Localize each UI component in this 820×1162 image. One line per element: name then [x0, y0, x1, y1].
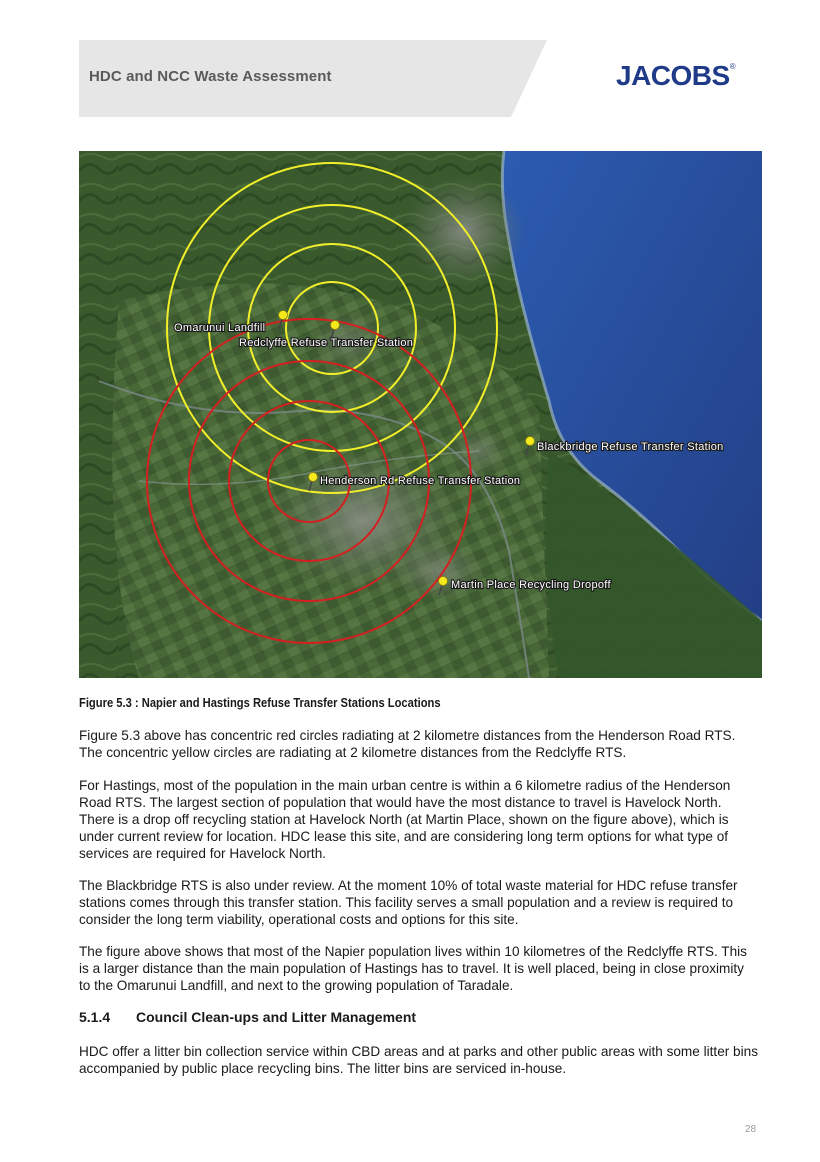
paragraph-1: Figure 5.3 above has concentric red circles radiating at 2 kilometre distances from the Henderson Road RTS. The concentric yellow circles are radiating at 2 kilometre distances from the Redclyffe RTS. — [79, 728, 736, 760]
paragraph-4: The figure above shows that most of the Napier population lives within 10 kilometres of the Redclyffe RTS. This is a larger distance than the main population of Hastings has to travel. It is well placed, being in close proximity to the Omarunui Landfill, and next to the growing population of Taradale. — [79, 944, 747, 993]
figure-caption: Figure 5.3 : Napier and Hastings Refuse Transfer Stations Locations — [79, 695, 441, 710]
label-martin-place: Martin Place Recycling Dropoff — [451, 579, 611, 591]
label-blackbridge: Blackbridge Refuse Transfer Station — [537, 441, 724, 453]
section-title: Council Clean-ups and Litter Management — [136, 1009, 417, 1025]
label-henderson: Henderson Rd Refuse Transfer Station — [320, 475, 521, 487]
label-omarunui: Omarunui Landfill — [174, 322, 266, 334]
logo-text: JACOBS — [616, 60, 730, 91]
document-title: HDC and NCC Waste Assessment — [89, 68, 332, 85]
section-number: 5.1.4 — [79, 1009, 111, 1025]
registered-mark: ® — [729, 62, 736, 71]
paragraph-2: For Hastings, most of the population in the main urban centre is within a 6 kilometre radius of the Henderson Road RTS. The largest section of population that would have the most distance to travel is Havelock North. There is a drop off recycling station at Havelock North (at Martin Place, shown on the figure above), which is under current review for location. HDC lease this site, and are considering long term options for what type of services are required for Havelock North. — [79, 778, 731, 861]
satellite-map-figure — [79, 151, 762, 678]
urban-napier — [404, 176, 524, 286]
label-redclyffe: Redclyffe Refuse Transfer Station — [239, 337, 414, 349]
page-number: 28 — [745, 1124, 757, 1135]
jacobs-logo — [616, 60, 735, 92]
paragraph-3: The Blackbridge RTS is also under review. At the moment 10% of total waste material for HDC refuse transfer stations comes through this transfer station. This facility serves a small population and a review is required to consider the long term viability, operational costs and options for this site. — [79, 878, 738, 927]
paragraph-5: HDC offer a litter bin collection service within CBD areas and at parks and other public areas with some litter bins accompanied by public place recycling bins. The litter bins are serviced in-house. — [79, 1044, 758, 1076]
section-heading — [79, 1009, 416, 1025]
